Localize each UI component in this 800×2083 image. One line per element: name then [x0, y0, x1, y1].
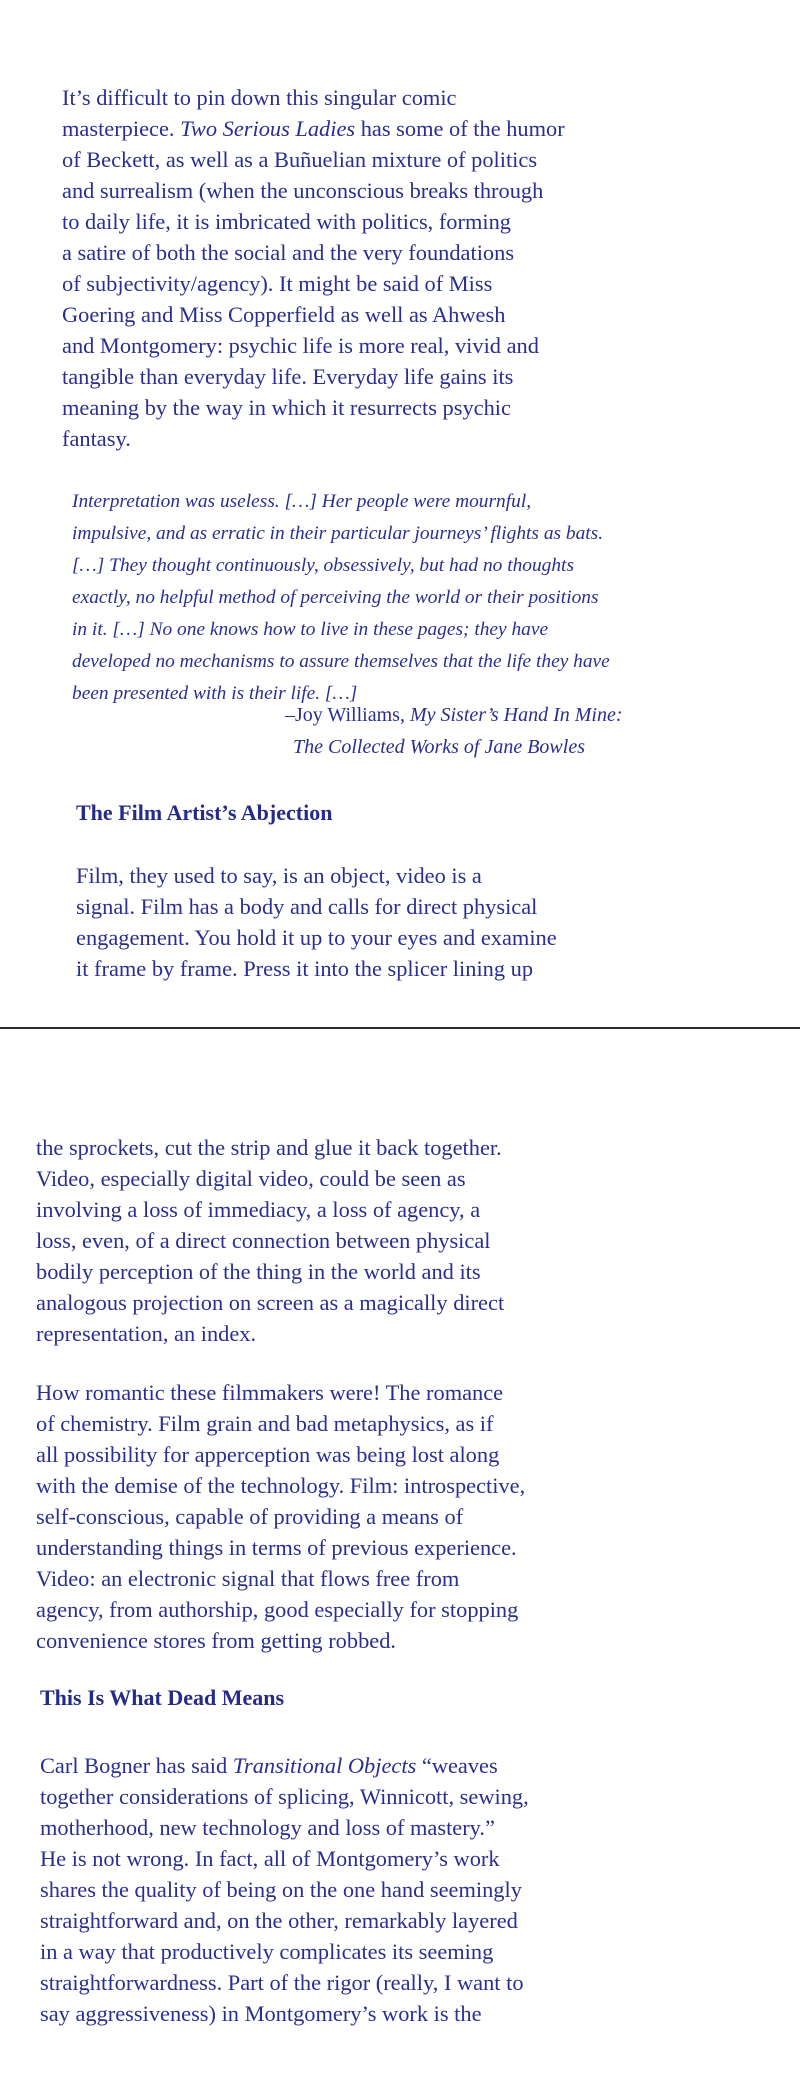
page-divider [0, 1027, 800, 1029]
book-title-two-serious-ladies: Two Serious Ladies [180, 116, 356, 141]
quote-attribution-line2 [293, 731, 585, 763]
section-heading-film-artists-abjection: The Film Artist’s Abjection [76, 800, 333, 825]
top-page-scan [0, 0, 800, 1029]
intro-text-rest: has some of the humor of Beckett, as well as a Buñuelian mixture of politics and surrealism (when the unconscious breaks through to daily life, it is imbricated with politics, forming a satire of both the social and the very foundations of subjectivity/agency). It might be said of Miss Goering and Miss Copperfield as well as Ahwesh and Montgomery: psychic life is more real, vivid and tangible than everyday life. Everyday life gains its meaning by the way in which it resurrects psychic fantasy. [62, 116, 565, 451]
attribution-source-line2: The Collected Works of Jane Bowles [293, 736, 585, 758]
film-title-transitional-objects: Transitional Objects [232, 1753, 417, 1778]
bottom-page-scan [0, 1033, 800, 2083]
quote-attribution [285, 699, 623, 731]
attribution-author: –Joy Williams, [285, 704, 410, 726]
bogner-text-rest: “weaves together considerations of splicing, Winnicott, sewing, motherhood, new technology and loss of mastery.” He is not wrong. In fact, all of Montgomery’s work shares the quality of being on the one hand seemingly straightforward and, on the other, remarkably layered in a way that productively complicates its seeming straightforwardness. Part of the rigor (really, I want to say aggressiveness) in Montgomery’s work is the [40, 1753, 529, 2026]
section-heading-this-is-what-dead-means: This Is What Dead Means [40, 1685, 285, 1710]
sprockets-paragraph: the sprockets, cut the strip and glue it back together. Video, especially digital video, could be seen as involving a loss of immediacy, a loss of agency, a loss, even, of a direct connection between physical bodily perception of the thing in the world and its analogous projection on screen as a magically direct representation, an index. [36, 1135, 505, 1346]
film-abjection-paragraph: Film, they used to say, is an object, video is a signal. Film has a body and calls for direct physical engagement. You hold it up to your eyes and examine it frame by frame. Press it into the splicer lining up [76, 863, 557, 981]
intro-text-start: It’s difficult to pin down this singular comic masterpiece. [62, 85, 457, 141]
bogner-text-start: Carl Bogner has said [40, 1753, 233, 1778]
transitional-objects-paragraph [40, 1750, 529, 2029]
intro-paragraph [62, 82, 565, 454]
block-quote: Interpretation was useless. […] Her people were mournful, impulsive, and as erratic in their particular journeys’ flights as bats. […] They thought continuously, obsessively, but had no thoughts exactly, no helpful method of perceiving the world or their positions in it. […] No one knows how to live in these pages; they have developed no mechanisms to assure themselves that the life they have been presented with is their life. […] [72, 491, 610, 704]
romantic-filmmakers-paragraph: How romantic these filmmakers were! The romance of chemistry. Film grain and bad metaphysics, as if all possibility for apperception was being lost along with the demise of the technology. Film: introspective, self-conscious, capable of providing a means of understanding things in terms of previous experience. Video: an electronic signal that flows free from agency, from authorship, good especially for stopping convenience stores from getting robbed. [36, 1380, 526, 1653]
attribution-source-line1: My Sister’s Hand In Mine: [409, 704, 623, 726]
